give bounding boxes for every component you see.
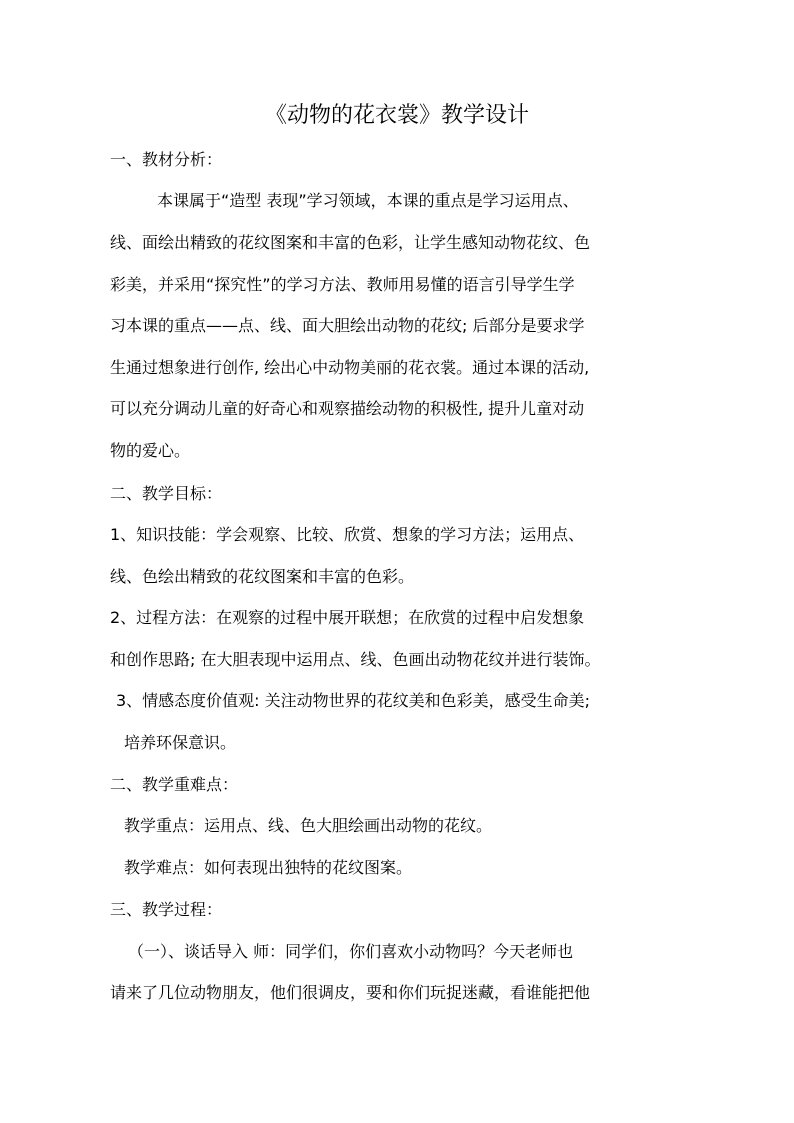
difficult-point-line: 教学难点：如何表现出独特的花纹图案。 [124,858,413,877]
section-heading-teaching-process: 三、教学过程： [110,900,223,919]
section-heading-key-difficult-points: 二、教学重难点： [110,775,239,794]
goal-line: 线、色绘出精致的花纹图案和丰富的色彩。 [110,567,415,586]
paragraph-line: 习本课的重点——点、线、面大胆绘出动物的花纹; 后部分是要求学 [110,316,585,335]
goal-line: 1、知识技能：学会观察、比较、欣赏、想象的学习方法；运用点、 [110,525,585,544]
section-heading-teaching-goals: 二、教学目标： [110,484,223,503]
section-heading-textbook-analysis: 一、教材分析： [110,150,223,169]
paragraph-line: 彩美，并采用“探究性”的学习方法、教师用易懂的语言引导学生学 [110,275,575,294]
process-line: （一）、谈话导入 师：同学们，你们喜欢小动物吗？今天老师也 [128,942,574,961]
paragraph-line: 可以充分调动儿童的好奇心和观察描绘动物的积极性, 提升儿童对动 [110,399,585,418]
key-point-line: 教学重点：运用点、线、色大胆绘画出动物的花纹。 [124,816,493,835]
paragraph-line: 物的爱心。 [110,441,191,460]
goal-line: 2、过程方法：在观察的过程中展开联想；在欣赏的过程中启发想象 [110,608,585,627]
paragraph-line: 本课属于“造型 表现”学习领域，本课的重点是学习运用点、 [157,191,579,210]
goal-line: 和创作思路; 在大胆表现中运用点、线、色画出动物花纹并进行装饰。 [110,650,601,669]
paragraph-line: 线、面绘出精致的花纹图案和丰富的色彩，让学生感知动物花纹、色 [110,233,591,252]
goal-line: 培养环保意识。 [124,733,237,752]
process-line: 请来了几位动物朋友，他们很调皮，要和你们玩捉迷藏，看谁能把他 [110,983,591,1002]
paragraph-line: 生通过想象进行创作, 绘出心中动物美丽的花衣裳。通过本课的活动, [110,358,590,377]
goal-line: 3、情感态度价值观: 关注动物世界的花纹美和色彩美，感受生命美; [116,691,591,710]
document-title: 《动物的花衣裳》教学设计 [264,103,529,128]
